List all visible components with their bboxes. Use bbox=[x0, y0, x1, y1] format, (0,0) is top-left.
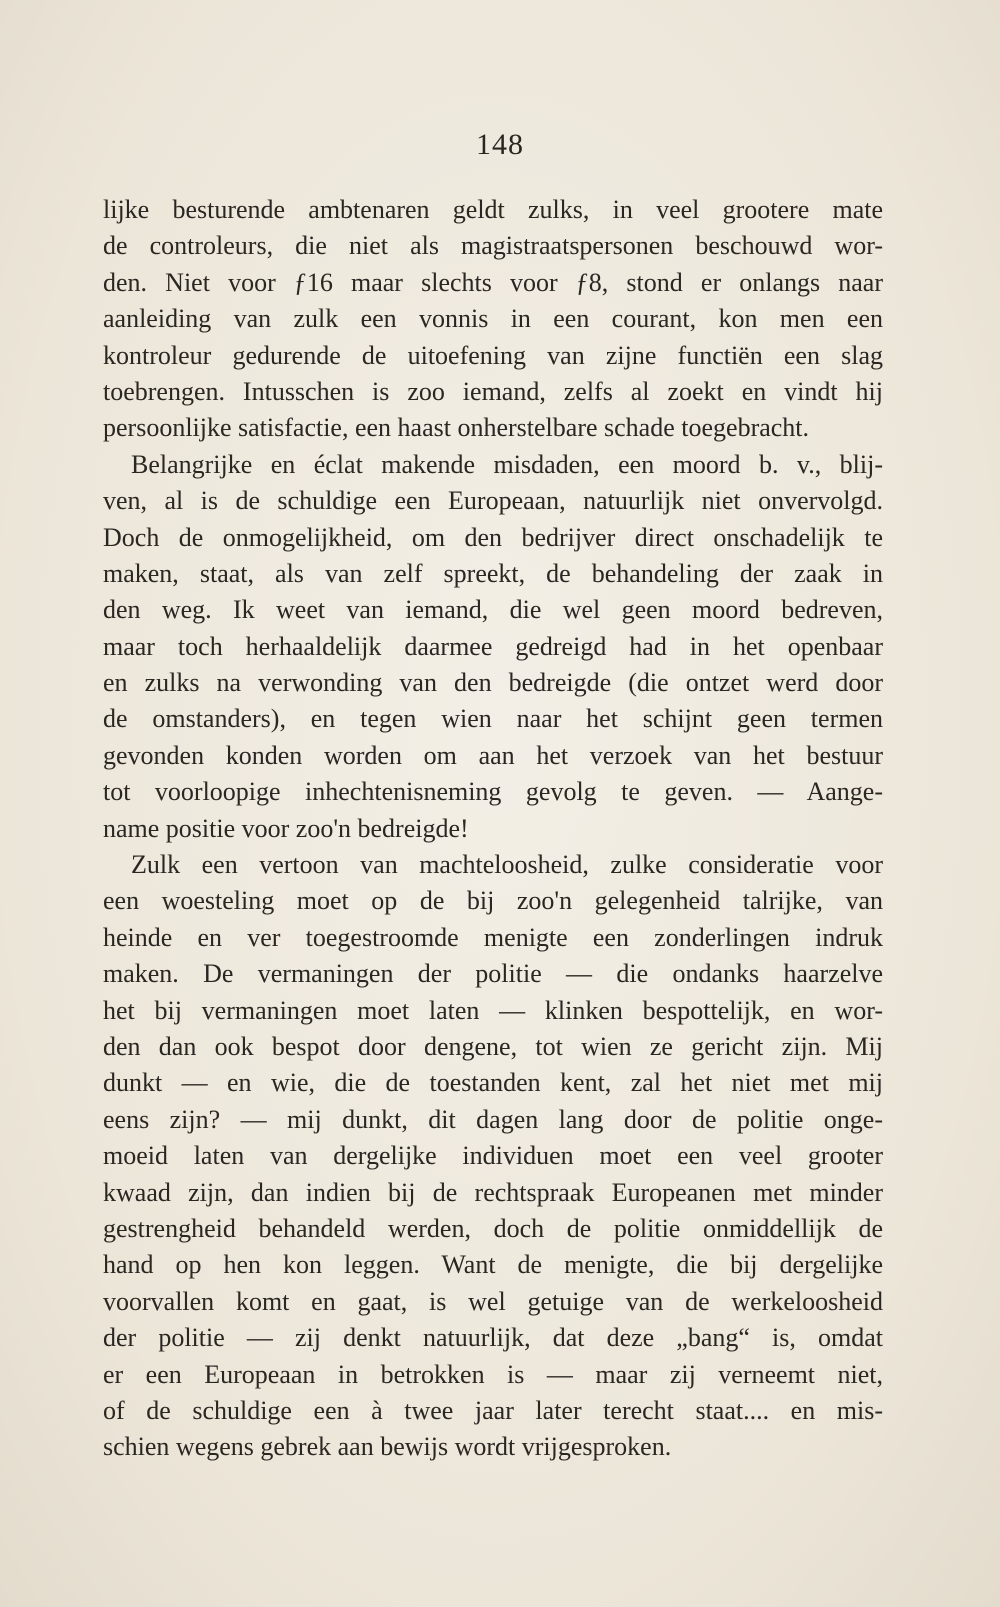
text-line: Zulk een vertoon van machteloosheid, zulke consideratie voor bbox=[131, 850, 883, 880]
text-line: of de schuldige een à twee jaar later terecht staat.... en mis- bbox=[103, 1395, 883, 1425]
text-line: Doch de onmogelijkheid, om den bedrijver direct onschadelijk te bbox=[103, 522, 883, 552]
text-line: er een Europeaan in betrokken is — maar zij verneemt niet, bbox=[103, 1359, 883, 1389]
text-line: de controleurs, die niet als magistraatspersonen beschouwd wor- bbox=[103, 231, 883, 261]
text-line: hand op hen kon leggen. Want de menigte, die bij dergelijke bbox=[103, 1250, 883, 1280]
text-line: moeid laten van dergelijke individuen moet een veel grooter bbox=[103, 1141, 883, 1171]
text-line: persoonlijke satisfactie, een haast onherstelbare schade toegebracht. bbox=[103, 413, 810, 443]
text-line: dunkt — en wie, die de toestanden kent, zal het niet met mij bbox=[103, 1068, 883, 1098]
text-line: heinde en ver toegestroomde menigte een zonderlingen indruk bbox=[103, 922, 883, 952]
text-line: den dan ook bespot door dengene, tot wien ze gericht zijn. Mij bbox=[103, 1031, 883, 1061]
text-line: eens zijn? — mij dunkt, dit dagen lang door de politie onge- bbox=[103, 1104, 883, 1134]
text-line: tot voorloopige inhechtenisneming gevolg te geven. — Aange- bbox=[103, 777, 883, 807]
text-line: maken. De vermaningen der politie — die ondanks haarzelve bbox=[103, 959, 883, 989]
text-line: schien wegens gebrek aan bewijs wordt vrijgesproken. bbox=[103, 1432, 672, 1462]
text-line: voorvallen komt en gaat, is wel getuige van de werkeloosheid bbox=[103, 1286, 883, 1316]
text-line: ven, al is de schuldige een Europeaan, natuurlijk niet onvervolgd. bbox=[103, 486, 883, 516]
text-line: aanleiding van zulk een vonnis in een courant, kon men een bbox=[103, 304, 883, 334]
text-line: en zulks na verwonding van den bedreigde (die ontzet werd door bbox=[103, 668, 883, 698]
text-line: gestrengheid behandeld werden, doch de politie onmiddellijk de bbox=[103, 1213, 883, 1243]
text-line: het bij vermaningen moet laten — klinken bespottelijk, en wor- bbox=[103, 995, 883, 1025]
text-line: toebrengen. Intusschen is zoo iemand, zelfs al zoekt en vindt hij bbox=[103, 376, 883, 406]
body-text bbox=[103, 192, 883, 1466]
text-line: maar toch herhaaldelijk daarmee gedreigd had in het openbaar bbox=[103, 631, 883, 661]
text-line: den weg. Ik weet van iemand, die wel geen moord bedreven, bbox=[103, 595, 883, 625]
text-line: lijke besturende ambtenaren geldt zulks, in veel grootere mate bbox=[103, 195, 883, 224]
page-number: 148 bbox=[476, 128, 524, 161]
text-line: name positie voor zoo'n bedreigde! bbox=[103, 813, 469, 843]
text-line: kwaad zijn, dan indien bij de rechtspraak Europeanen met minder bbox=[103, 1177, 883, 1207]
text-line: kontroleur gedurende de uitoefening van zijne functiën een slag bbox=[103, 340, 883, 370]
text-line: een woesteling moet op de bij zoo'n gelegenheid talrijke, van bbox=[103, 886, 883, 916]
text-line: maken, staat, als van zelf spreekt, de behandeling der zaak in bbox=[103, 558, 883, 588]
text-line: Belangrijke en éclat makende misdaden, een moord b. v., blij- bbox=[131, 449, 883, 479]
text-line: gevonden konden worden om aan het verzoek van het bestuur bbox=[103, 740, 883, 770]
text-line: der politie — zij denkt natuurlijk, dat deze „bang“ is, omdat bbox=[103, 1323, 883, 1353]
text-line: den. Niet voor ƒ16 maar slechts voor ƒ8, stond er onlangs naar bbox=[103, 267, 883, 297]
text-line: de omstanders), en tegen wien naar het schijnt geen termen bbox=[103, 704, 883, 734]
